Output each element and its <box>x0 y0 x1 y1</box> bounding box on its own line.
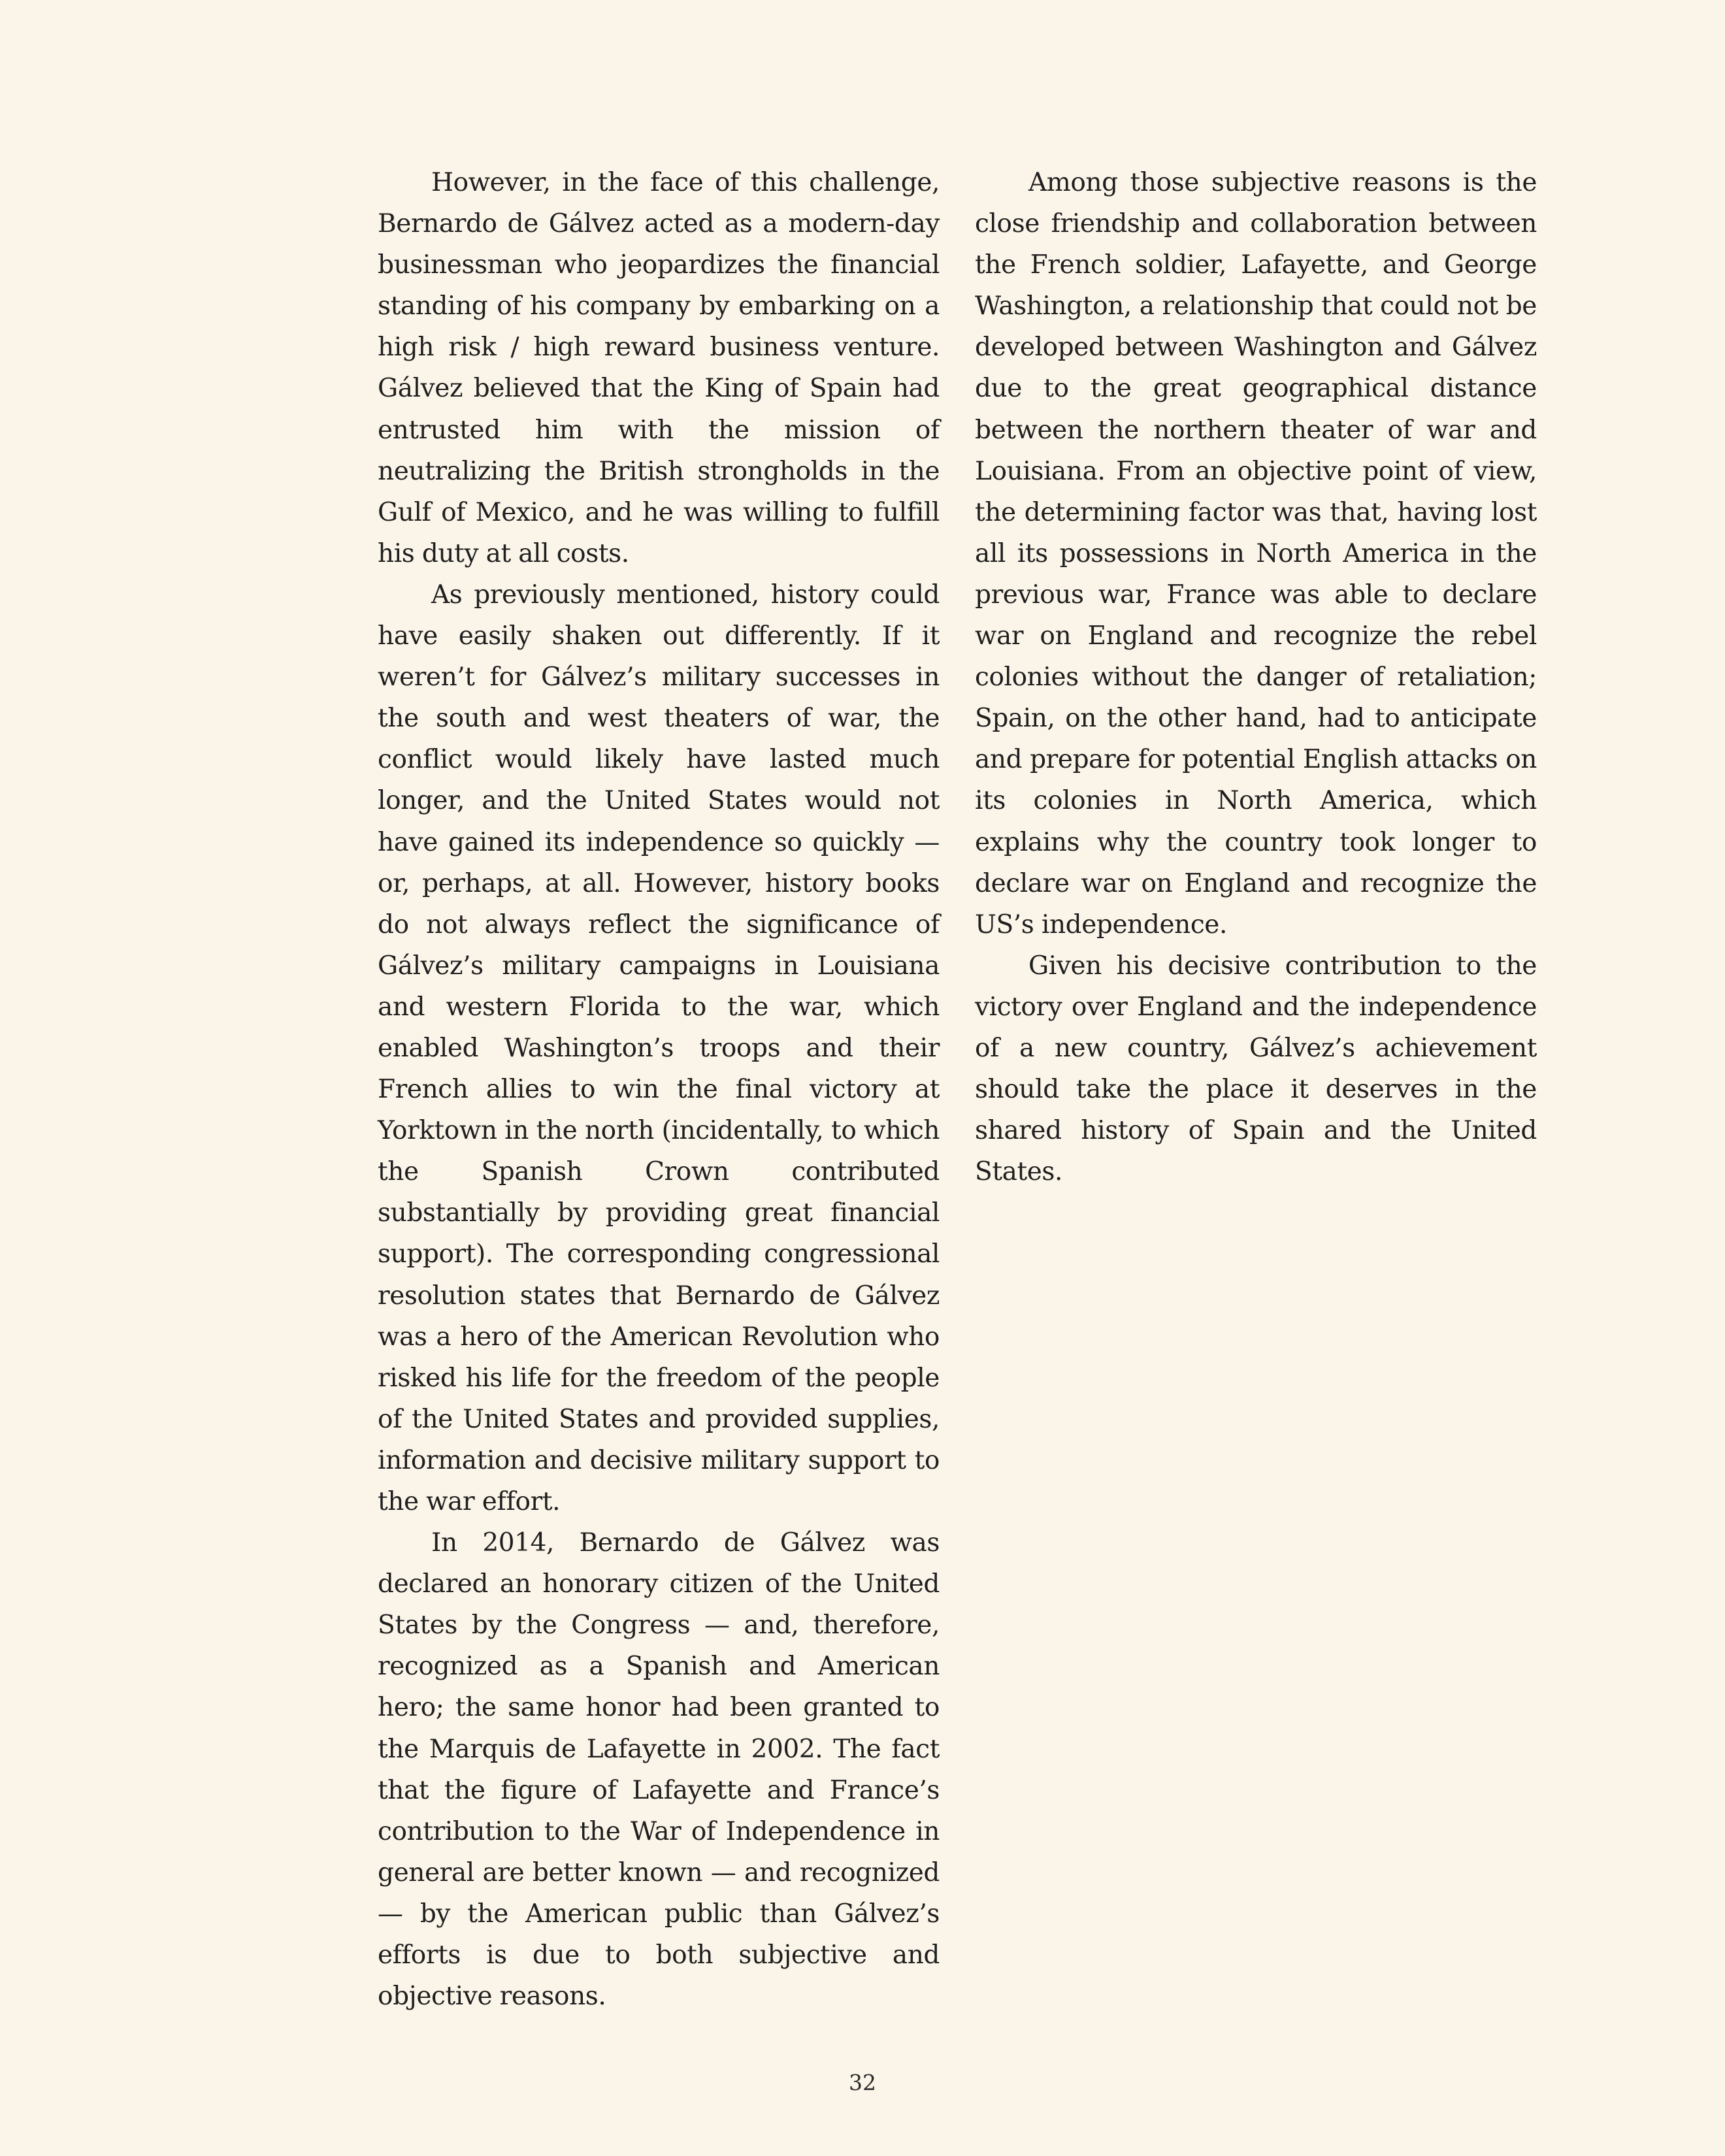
paragraph-conclusion: Given his decisive contribution to the victory over England and the independence of a new country, Gálvez’s achievement should take the place it deserves in the shared history of Spain and the United States. <box>975 951 1537 1187</box>
right-text-column <box>975 162 1537 1192</box>
page-number: 32 <box>849 2070 876 2095</box>
paragraph-business-venture: However, in the face of this challenge, Bernardo de Gálvez acted as a modern-day businessman who jeopardizes the financial standing of his company by embarking on a high risk / high reward business venture. Gálvez believed that the King of Spain had entrusted him with the mission of neutralizing the British strongholds in the Gulf of Mexico, and he was willing to fulfill his duty at all costs. <box>378 168 940 568</box>
paragraph-military-successes: As previously mentioned, history could have easily shaken out differently. If it weren’t for Gálvez’s military successes in the south and west theaters of war, the conflict would likely have lasted much longer, and the United States would not have gained its independence so quickly — or, perhaps, at all. However, history books do not always reflect the significance of Gálvez’s military campaigns in Louisiana and western Florida to the war, which enabled Washington’s troops and their French allies to win the final victory at Yorktown in the north (incidentally, to which the Spanish Crown contributed substantially by providing great financial support). The corresponding congressional resolution states that Bernardo de Gálvez was a hero of the American Revolution who risked his life for the freedom of the people of the United States and provided supplies, information and decisive military support to the war effort. <box>378 580 940 1516</box>
paragraph-honorary-citizen: In 2014, Bernardo de Gálvez was declared an honorary citizen of the United States by the Congress — and, therefore, recognized as a Spanish and American hero; the same honor had been granted to the Marquis de Lafayette in 2002. The fact that the figure of Lafayette and France’s contribution to the War of Independence in general are better known — and recognized — by the American public than Gálvez’s efforts is due to both subjective and objective reasons. <box>378 1528 940 2012</box>
left-text-column <box>378 162 940 2017</box>
paragraph-subjective-reasons: Among those subjective reasons is the close friendship and collaboration between the French soldier, Lafayette, and George Washington, a relationship that could not be developed between Washington and Gálvez due to the great geographical distance between the northern theater of war and Louisiana. From an objective point of view, the determining factor was that, having lost all its possessions in North America in the previous war, France was able to declare war on England and recognize the rebel colonies without the danger of retaliation; Spain, on the other hand, had to anticipate and prepare for potential English attacks on its colonies in North America, which explains why the country took longer to declare war on England and recognize the US’s independence. <box>975 168 1537 939</box>
